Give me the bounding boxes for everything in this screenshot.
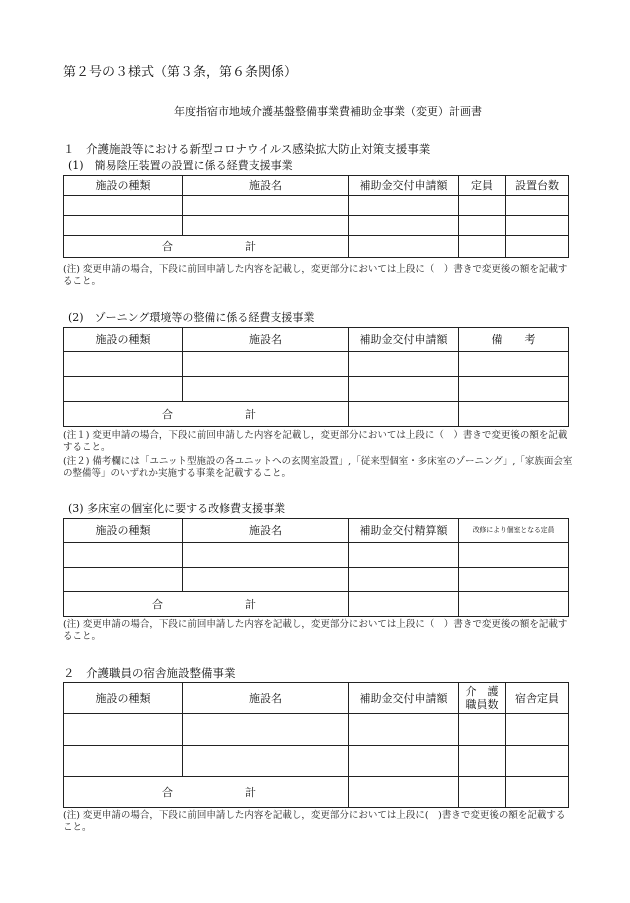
col-care-staff-line2: 職員数 xyxy=(465,698,499,711)
plan-title: 年度指宿市地域介護基盤整備事業費補助金事業（変更）計画書 xyxy=(174,105,482,118)
sub2-table xyxy=(63,327,569,427)
total-label-a: 合 xyxy=(152,597,163,611)
total-label xyxy=(64,592,349,617)
input-cell[interactable] xyxy=(349,196,459,216)
total-cell[interactable] xyxy=(459,592,569,617)
sub3-note: (注) 変更申請の場合，下段に前回申請した内容を記載し，変更部分においては上段に（ ）書きで変更後の額を記載すること。 xyxy=(63,619,568,642)
col-facility-name: 施設名 xyxy=(183,519,349,543)
input-cell[interactable] xyxy=(64,196,183,216)
input-cell[interactable] xyxy=(64,352,183,377)
table-row xyxy=(64,196,569,216)
col-facility-name: 施設名 xyxy=(183,176,349,196)
sub3-table xyxy=(63,518,569,617)
input-cell[interactable] xyxy=(459,746,506,777)
col-care-staff-line1: 介 護 xyxy=(465,685,499,698)
total-label-b: 計 xyxy=(245,407,256,421)
input-cell[interactable] xyxy=(349,746,459,777)
input-cell[interactable] xyxy=(459,196,506,216)
total-row xyxy=(64,236,569,258)
section2-table xyxy=(63,682,569,808)
total-label xyxy=(64,777,349,808)
total-amount-cell[interactable] xyxy=(349,777,459,808)
col-remarks: 備 考 xyxy=(459,328,569,352)
total-amount-cell[interactable] xyxy=(349,236,459,258)
col-subsidy-amount: 補助金交付申請額 xyxy=(349,176,459,196)
sub1-heading: (1) 簡易陰圧装置の設置に係る経費支援事業 xyxy=(68,159,293,172)
input-cell[interactable] xyxy=(459,714,506,746)
table-row xyxy=(64,543,569,568)
input-cell[interactable] xyxy=(459,568,569,592)
input-cell[interactable] xyxy=(349,377,459,402)
table-row xyxy=(64,352,569,377)
table-row xyxy=(64,746,569,777)
total-label-a: 合 xyxy=(162,240,173,253)
col-facility-name: 施設名 xyxy=(183,683,349,714)
col-subsidy-amount: 補助金交付申請額 xyxy=(349,328,459,352)
table-row xyxy=(64,377,569,402)
col-facility-type: 施設の種類 xyxy=(64,683,183,714)
form-number-title: 第２号の３様式（第３条，第６条関係） xyxy=(63,65,298,80)
total-amount-cell[interactable] xyxy=(349,592,459,617)
input-cell[interactable] xyxy=(183,746,349,777)
total-row xyxy=(64,777,569,808)
total-cell[interactable] xyxy=(459,236,506,258)
input-cell[interactable] xyxy=(506,216,569,236)
total-cell[interactable] xyxy=(506,777,569,808)
sub2-note-1: (注１) 変更申請の場合，下段に前回申請した内容を記載し，変更部分においては上段に（ ）書きで変更後の額を記載すること。 xyxy=(63,430,568,453)
total-label-a: 合 xyxy=(162,785,173,799)
total-cell[interactable] xyxy=(506,236,569,258)
input-cell[interactable] xyxy=(183,352,349,377)
input-cell[interactable] xyxy=(506,746,569,777)
col-facility-type: 施設の種類 xyxy=(64,519,183,543)
input-cell[interactable] xyxy=(459,216,506,236)
total-label-b: 計 xyxy=(245,240,256,253)
input-cell[interactable] xyxy=(459,543,569,568)
total-amount-cell[interactable] xyxy=(349,402,459,427)
col-facility-type: 施設の種類 xyxy=(64,328,183,352)
input-cell[interactable] xyxy=(183,196,349,216)
input-cell[interactable] xyxy=(64,543,183,568)
input-cell[interactable] xyxy=(64,377,183,402)
input-cell[interactable] xyxy=(64,216,183,236)
input-cell[interactable] xyxy=(183,714,349,746)
section2-heading: ２ 介護職員の宿舎施設整備事業 xyxy=(63,666,236,680)
table-row xyxy=(64,714,569,746)
col-private-room-capacity: 改修により個室となる定員 xyxy=(459,519,569,543)
col-care-staff-count xyxy=(459,683,506,714)
col-subsidy-amount: 補助金交付申請額 xyxy=(349,683,459,714)
input-cell[interactable] xyxy=(183,377,349,402)
input-cell[interactable] xyxy=(183,543,349,568)
input-cell[interactable] xyxy=(64,568,183,592)
input-cell[interactable] xyxy=(64,746,183,777)
section2-note: (注) 変更申請の場合，下段に前回申請した内容を記載し，変更部分においては上段に( )書きで変更後の額を記載すること。 xyxy=(63,810,566,833)
col-subsidy-settlement: 補助金交付精算額 xyxy=(349,519,459,543)
input-cell[interactable] xyxy=(349,216,459,236)
input-cell[interactable] xyxy=(349,714,459,746)
col-facility-name: 施設名 xyxy=(183,328,349,352)
sub2-note-2: (注２) 備考欄には「ユニット型施設の各ユニットへの玄関室設置」,「従来型個室・多床室のゾーニング」,「家族面会室の整備等」のいずれか実施する事業を記載すること。 xyxy=(63,456,573,479)
sub1-table xyxy=(63,175,569,258)
total-label-b: 計 xyxy=(245,785,256,799)
input-cell[interactable] xyxy=(459,352,569,377)
total-row xyxy=(64,402,569,427)
total-cell[interactable] xyxy=(459,777,506,808)
total-row xyxy=(64,592,569,617)
col-capacity: 定員 xyxy=(459,176,506,196)
input-cell[interactable] xyxy=(183,216,349,236)
table-row xyxy=(64,568,569,592)
col-install-count: 設置台数 xyxy=(506,176,569,196)
input-cell[interactable] xyxy=(506,714,569,746)
col-facility-type: 施設の種類 xyxy=(64,176,183,196)
input-cell[interactable] xyxy=(349,352,459,377)
input-cell[interactable] xyxy=(506,196,569,216)
section1-heading: １ 介護施設等における新型コロナウイルス感染拡大防止対策支援事業 xyxy=(63,142,431,156)
total-cell[interactable] xyxy=(459,402,569,427)
total-label-a: 合 xyxy=(162,407,173,421)
sub1-note: (注) 変更申請の場合，下段に前回申請した内容を記載し，変更部分においては上段に（ ）書きで変更後の額を記載すること。 xyxy=(63,264,568,287)
total-label xyxy=(64,402,349,427)
total-label xyxy=(64,236,349,258)
input-cell[interactable] xyxy=(183,568,349,592)
input-cell[interactable] xyxy=(64,714,183,746)
sub3-heading: (3) 多床室の個室化に要する改修費支援事業 xyxy=(68,502,286,515)
input-cell[interactable] xyxy=(349,568,459,592)
sub2-heading: (2) ゾーニング環境等の整備に係る経費支援事業 xyxy=(68,311,315,324)
input-cell[interactable] xyxy=(349,543,459,568)
total-label-b: 計 xyxy=(245,597,256,611)
input-cell[interactable] xyxy=(459,377,569,402)
table-row xyxy=(64,216,569,236)
col-dormitory-capacity: 宿舎定員 xyxy=(506,683,569,714)
